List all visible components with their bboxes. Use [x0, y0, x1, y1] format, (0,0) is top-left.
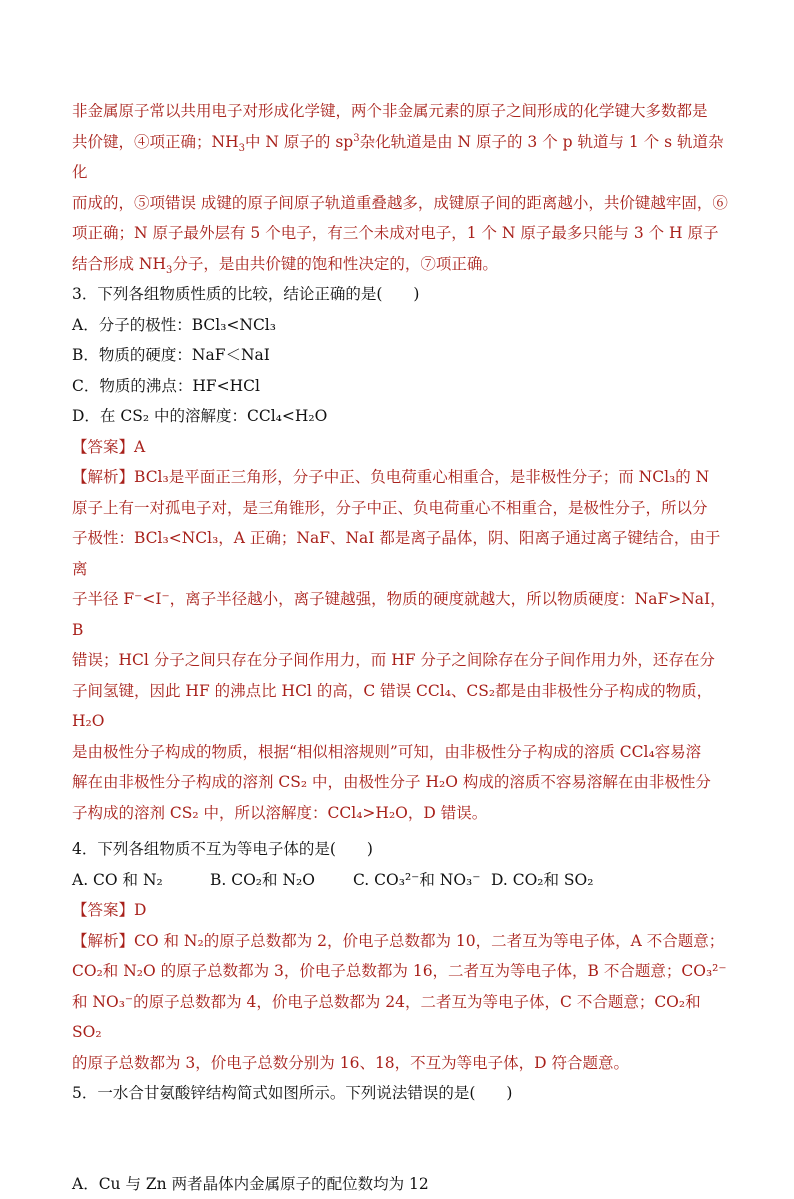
analysis	[72, 462, 732, 828]
analysis	[72, 926, 732, 1079]
text-line: 而成的，⑤项错误 成键的原子间原子轨道重叠越多，成键原子间的距离越小，共价键越牢固，⑥	[72, 188, 732, 219]
option-b: B．物质的硬度：NaF＜NaI	[72, 340, 732, 371]
answer-tag: 【答案】	[72, 438, 134, 456]
question-stem: 5．一水合甘氨酸锌结构简式如图所示。下列说法错误的是( )	[72, 1078, 732, 1109]
answer-line	[72, 432, 732, 463]
text-line: 子间氢键，因此 HF 的沸点比 HCl 的高，C 错误 CCl₄、CS₂都是由非极性分子构成的物质，H₂O	[72, 676, 732, 737]
answer-line	[72, 895, 732, 926]
text-line: 子半径 F⁻<I⁻，离子半径越小，离子键越强，物质的硬度就越大，所以物质硬度：NaF>NaI，B	[72, 584, 732, 645]
text-line: 【解析】BCl₃是平面正三角形，分子中正、负电荷重心相重合，是非极性分子；而 NCl₃的 N	[72, 462, 732, 493]
option-c: C. CO₃²⁻和 NO₃⁻	[353, 865, 491, 896]
text-line: CO₂和 N₂O 的原子总数都为 3，价电子总数都为 16，二者互为等电子体，B 不合题意；CO₃²⁻	[72, 956, 732, 987]
question-5	[72, 1078, 732, 1199]
text-line: 子极性：BCl₃<NCl₃，A 正确；NaF、NaI 都是离子晶体，阴、阳离子通过离子键结合，由于离	[72, 523, 732, 584]
document-page	[72, 96, 732, 1199]
text-line: 共价键，④项正确；$NH_3$中 N 原子的 $sp^3$杂化轨道是由 N 原子的 3 个 p 轨道与 1 个 s 轨道杂化	[72, 127, 732, 188]
question-3	[72, 279, 732, 828]
answer-value: D	[134, 901, 146, 919]
question-stem: 3．下列各组物质性质的比较，结论正确的是( )	[72, 279, 732, 310]
text-line: 项正确；N 原子最外层有 5 个电子，有三个未成对电子，1 个 N 原子最多只能与 3 个 H 原子	[72, 218, 732, 249]
option-c: C．物质的沸点：HF<HCl	[72, 371, 732, 402]
text-line: 是由极性分子构成的物质，根据“相似相溶规则”可知，由非极性分子构成的溶质 CCl₄容易溶	[72, 737, 732, 768]
text-line: 结合形成 $NH_3$分子，是由共价键的饱和性决定的，⑦项正确。	[72, 249, 732, 280]
answer-tag: 【答案】	[72, 901, 134, 919]
text-line: 原子上有一对孤电子对，是三角锥形，分子中正、负电荷重心不相重合，是极性分子，所以分	[72, 493, 732, 524]
option-b: B. CO₂和 N₂O	[210, 865, 353, 896]
text-line: 错误；HCl 分子之间只存在分子间作用力，而 HF 分子之间除存在分子间作用力外，还存在分	[72, 645, 732, 676]
question-4	[72, 834, 732, 1078]
question-stem: 4．下列各组物质不互为等电子体的是( )	[72, 834, 732, 865]
prev-analysis-continuation	[72, 96, 732, 279]
text-line: 非金属原子常以共用电子对形成化学键，两个非金属元素的原子之间形成的化学键大多数都是	[72, 96, 732, 127]
text-line: 子构成的溶剂 CS₂ 中，所以溶解度：CCl₄>H₂O，D 错误。	[72, 798, 732, 829]
option-a: A. CO 和 N₂	[72, 865, 210, 896]
option-d: D. CO₂和 SO₂	[491, 865, 593, 896]
option-a: A．分子的极性：BCl₃<NCl₃	[72, 310, 732, 341]
text-line: 解在由非极性分子构成的溶剂 CS₂ 中，由极性分子 H₂O 构成的溶质不容易溶解在由非极性分	[72, 767, 732, 798]
analysis-tag: 【解析】	[72, 468, 134, 486]
text-line: 和 NO₃⁻的原子总数都为 4，价电子总数都为 24，二者互为等电子体，C 不合题意；CO₂和 SO₂	[72, 987, 732, 1048]
answer-value: A	[134, 438, 145, 456]
option-a: A．Cu 与 Zn 两者晶体内金属原子的配位数均为 12	[72, 1169, 732, 1199]
text-line: 【解析】CO 和 N₂的原子总数都为 2，价电子总数都为 10，二者互为等电子体，A 不合题意；	[72, 926, 732, 957]
analysis-tag: 【解析】	[72, 932, 134, 950]
options-row	[72, 865, 732, 896]
option-d: D．在 CS₂ 中的溶解度：CCl₄<H₂O	[72, 401, 732, 432]
text-line: 的原子总数都为 3，价电子总数分别为 16、18，不互为等电子体，D 符合题意。	[72, 1048, 732, 1079]
